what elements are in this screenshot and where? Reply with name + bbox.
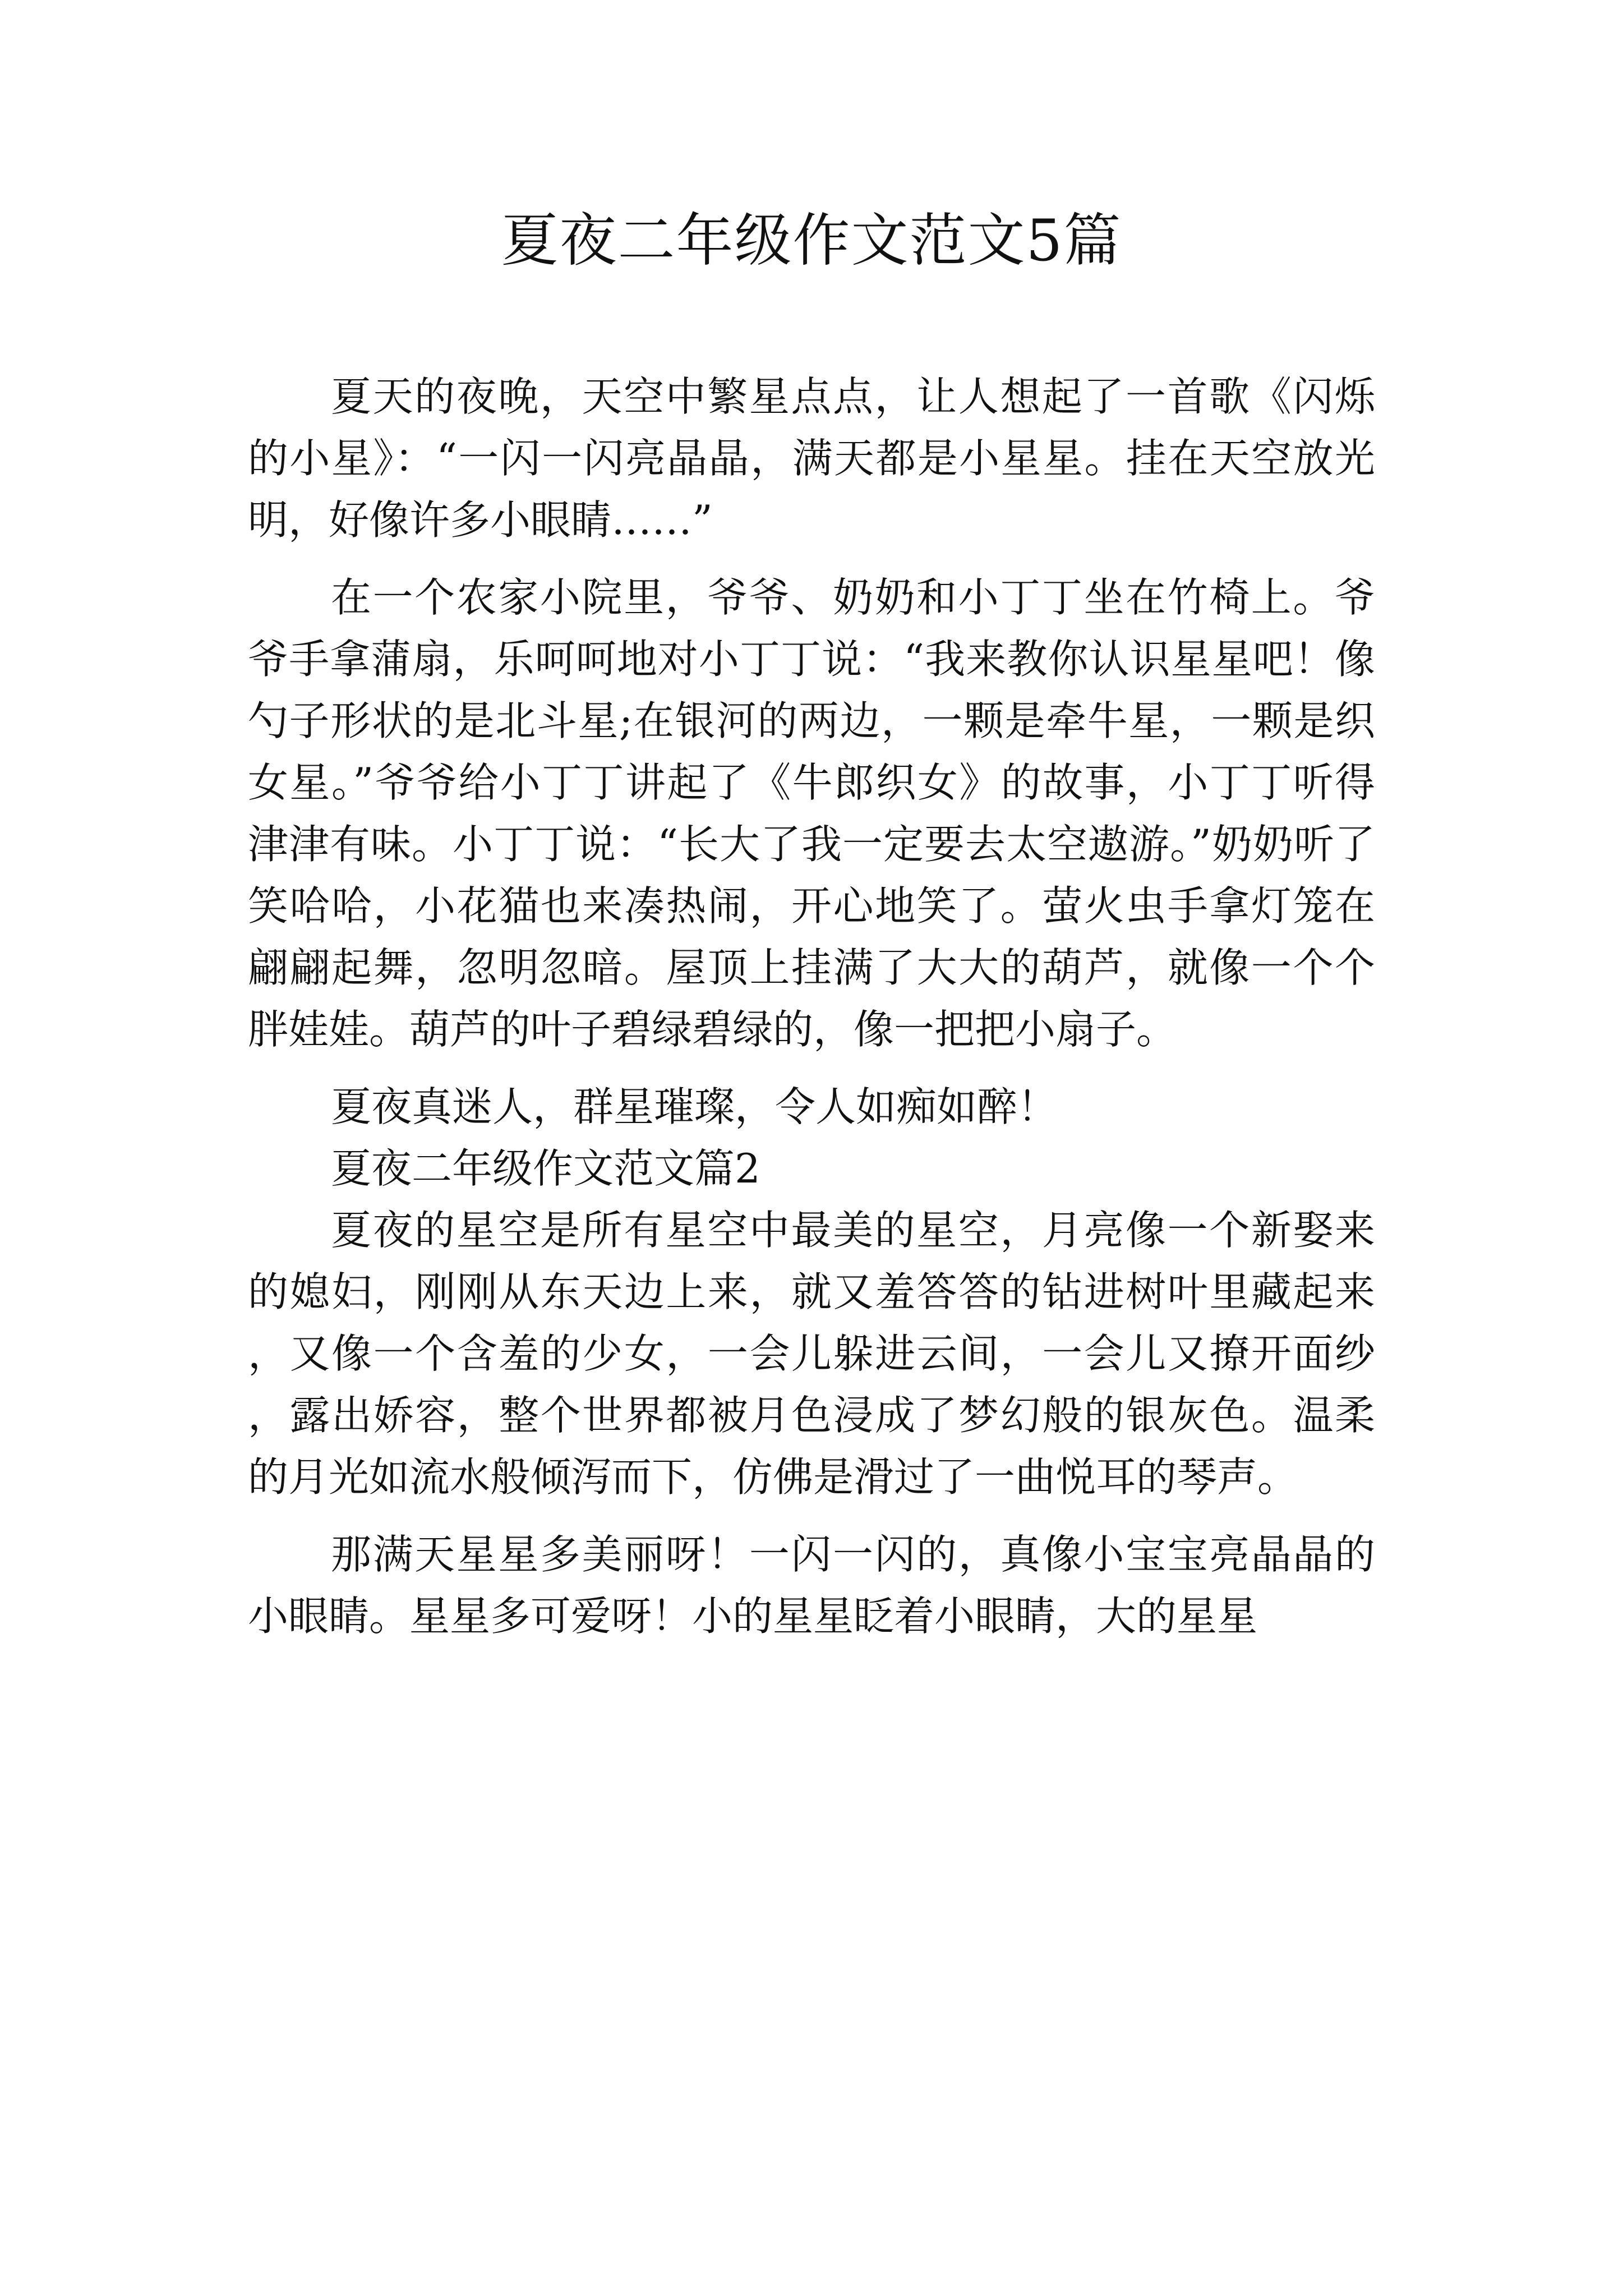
paragraph-5: 那满天星星多美丽呀！一闪一闪的，真像小宝宝亮晶晶的小眼睛。星星多可爱呀！小的星星眨着小眼睛，大的星星 — [248, 1531, 1375, 1640]
paragraph-2: 在一个农家小院里，爷爷、奶奶和小丁丁坐在竹椅上。爷爷手拿蒲扇，乐呵呵地对小丁丁说：“我来教你认识星星吧！像勺子形状的是北斗星;在银河的两边，一颗是牵牛星，一颗是织女星。”爷爷给小丁丁讲起了《牛郎织女》的故事，小丁丁听得津津有味。小丁丁说：“长大了我一定要去太空遨游。”奶奶听了笑哈哈，小花猫也来凑热闹，开心地笑了。萤火虫手拿灯笼在翩翩起舞，忽明忽暗。屋顶上挂满了大大的葫芦，就像一个个胖娃娃。葫芦的叶子碧绿碧绿的，像一把把小扇子。 — [248, 574, 1375, 1053]
document-body — [248, 366, 1375, 1647]
paragraph-3: 夏夜真迷人，群星璀璨，令人如痴如醉！ — [331, 1083, 1058, 1130]
section-heading-2: 夏夜二年级作文范文篇2 — [331, 1145, 760, 1192]
document-title: 夏夜二年级作文范文5篇 — [501, 208, 1122, 274]
paragraph-1: 夏天的夜晚，天空中繁星点点，让人想起了一首歌《闪烁的小星》：“一闪一闪亮晶晶，满天都是小星星。挂在天空放光明，好像许多小眼睛……” — [248, 373, 1375, 544]
paragraph-4: 夏夜的星空是所有星空中最美的星空，月亮像一个新娶来的媳妇，刚刚从东天边上来，就又羞答答的钻进树叶里藏起来，又像一个含羞的少女，一会儿躲进云间，一会儿又撩开面纱，露出娇容，整个世界都被月色浸成了梦幻般的银灰色。温柔的月光如流水般倾泻而下，仿佛是滑过了一曲悦耳的琴声。 — [248, 1207, 1375, 1501]
